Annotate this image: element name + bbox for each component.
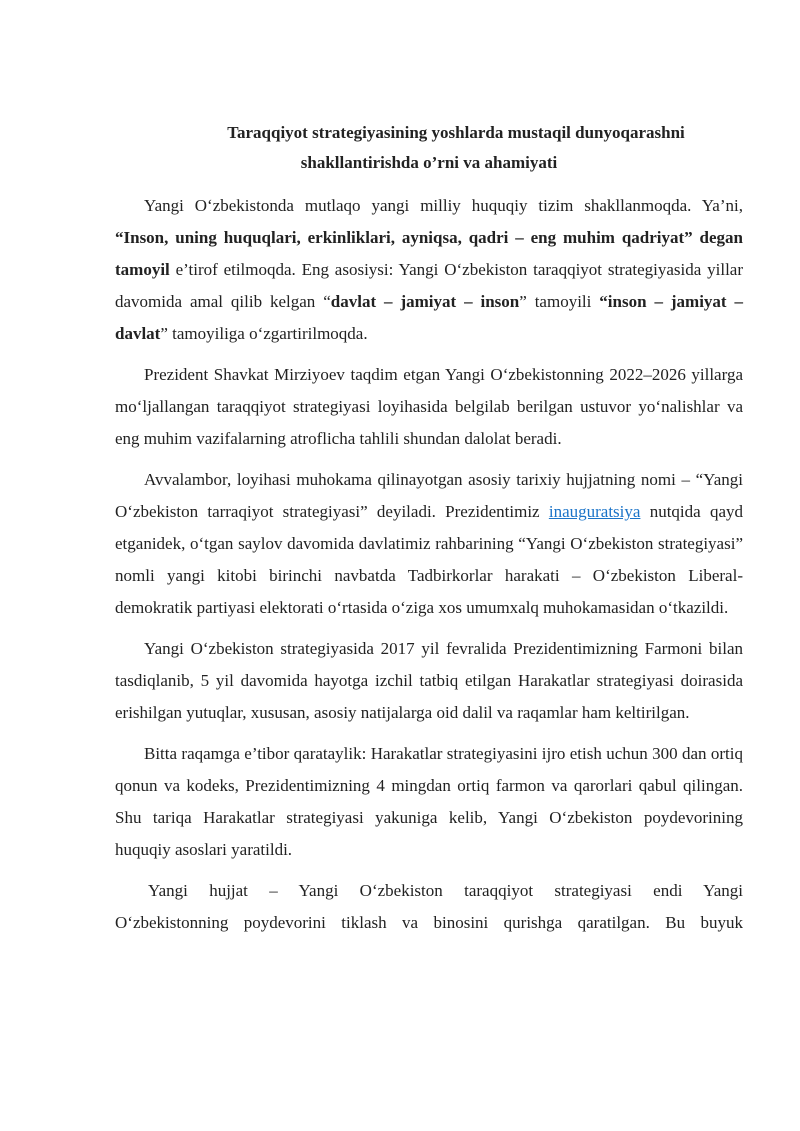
paragraph-1: [115, 190, 743, 350]
paragraph-2: Prezident Shavkat Mirziyoev taqdim etgan Yangi O‘zbekistonning 2022–2026 yillarga mo‘ljallangan taraqqiyot strategiyasi loyihasida belgilab berilgan ustuvor yo‘nalishlar va eng muhim vazifalarning atroflicha tahlili shundan dalolat beradi.: [115, 365, 743, 448]
paragraph-3-text-b: nutqida qayd etganidek, o‘tgan saylov davomida davlatimiz rahbarining “Yangi O‘zbekiston strategiyasi” nomli yangi kitobi birinchi navbatda Tadbirkorlar harakati – O‘zbekiston Liberal-demokratik partiyasi elektorati o‘rtasida o‘ziga xos umumxalq muhokamasidan o‘tkazildi.: [115, 502, 743, 617]
paragraph-6-line-2: O‘zbekistonning poydevorini tiklash va binosini qurishga qaratilgan. Bu buyuk: [115, 913, 743, 932]
paragraph-1-text-b: e’tirof etilmoqda. Eng asosiysi: Yangi O‘zbekiston taraqqiyot strategiyasida yillar davomida amal qilib kelgan “: [115, 260, 743, 311]
paragraph-5: Bitta raqamga e’tibor qarataylik: Harakatlar strategiyasini ijro etish uchun 300 dan ortiq qonun va kodeks, Prezidentimizning 4 mingdan ortiq farmon va qarorlari qabul qilingan. Shu tariqa Harakatlar strategiyasi yakuniga kelib, Yangi O‘zbekiston poydevorining huquqiy asoslari yaratildi.: [115, 744, 743, 859]
document-title: [115, 118, 743, 178]
paragraph-1-bold-b: davlat – jamiyat – inson: [330, 292, 520, 311]
paragraph-3-text-a: Avvalambor, loyihasi muhokama qilinayotgan asosiy tarixiy hujjatning nomi – “Yangi O‘zbekiston tarraqiyot strategiyasi” deyiladi. Prezidentimiz: [115, 470, 743, 521]
inauguratsiya-link[interactable]: inauguratsiya: [548, 502, 641, 521]
document-body: [115, 190, 743, 948]
title-line-2: shakllantirishda o’rni va ahamiyati: [300, 153, 558, 172]
paragraph-3: [115, 464, 743, 624]
paragraph-4: Yangi O‘zbekiston strategiyasida 2017 yil fevralida Prezidentimizning Farmoni bilan tasdiqlanib, 5 yil davomida hayotga izchil tatbiq etilgan Harakatlar strategiyasi doirasida erishilgan yutuqlar, xususan, asosiy natijalarga oid dalil va raqamlar ham keltirilgan.: [115, 639, 743, 722]
paragraph-6: [115, 875, 743, 939]
title-line-1: Taraqqiyot strategiyasining yoshlarda mustaqil dunyoqarashni: [227, 123, 685, 142]
paragraph-1-bold-c: “inson – jamiyat – davlat: [115, 292, 743, 343]
paragraph-1-text-d: ” tamoyiliga o‘zgartirilmoqda.: [160, 324, 368, 343]
paragraph-1-bold-a: “Inson, uning huquqlari, erkinliklari, ayniqsa, qadri – eng muhim qadriyat” degan tamoyil: [115, 228, 743, 279]
paragraph-1-text-a: Yangi O‘zbekistonda mutlaqo yangi milliy huquqiy tizim shakllanmoqda. Ya’ni,: [144, 196, 743, 215]
paragraph-6-line-1: Yangi hujjat – Yangi O‘zbekiston taraqqiyot strategiyasi endi Yangi: [148, 881, 743, 900]
paragraph-1-text-c: ” tamoyili: [519, 292, 600, 311]
